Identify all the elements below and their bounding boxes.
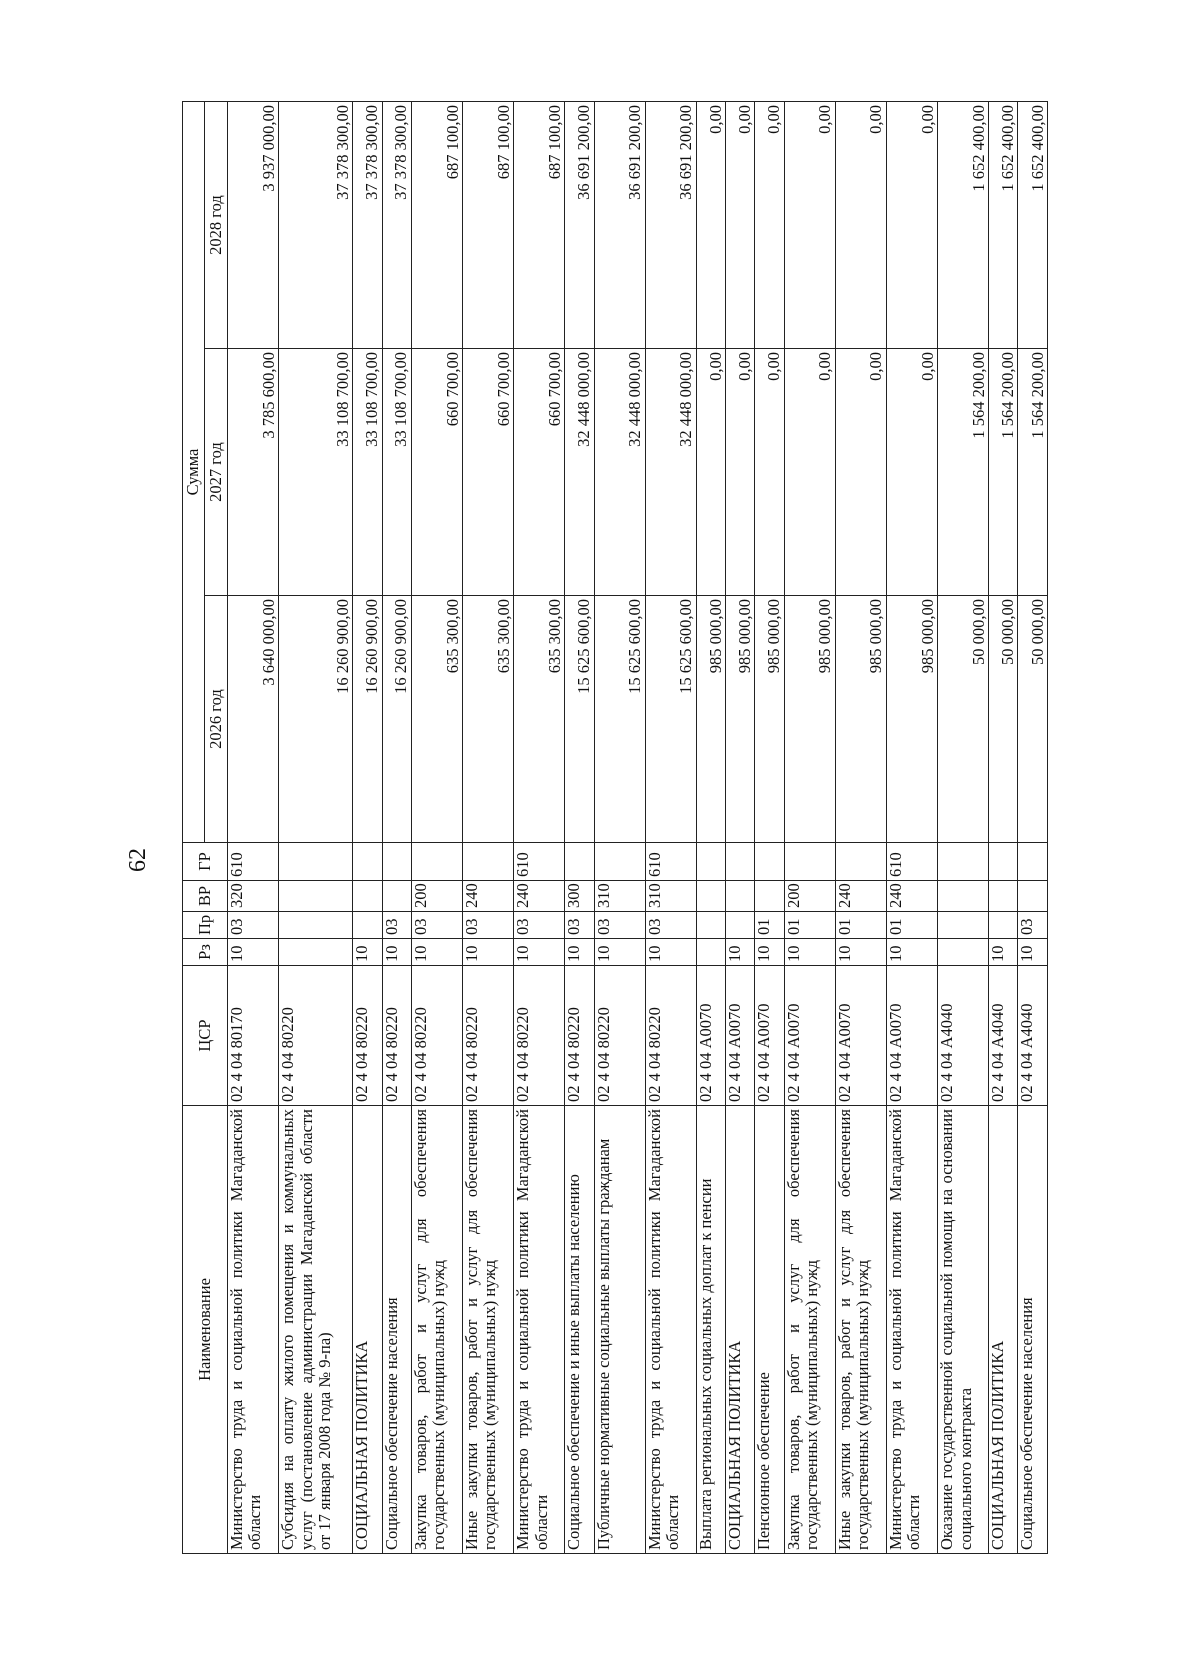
cell-name: Пенсионное обеспечение bbox=[755, 1106, 784, 1554]
cell-rz: 10 bbox=[784, 939, 835, 966]
table-row bbox=[696, 101, 725, 1553]
table-row bbox=[755, 101, 784, 1553]
table-row bbox=[514, 101, 565, 1553]
cell-rz bbox=[696, 939, 725, 966]
cell-2028: 0,00 bbox=[696, 101, 725, 348]
cell-vr bbox=[1018, 881, 1048, 912]
cell-csr: 02 4 04 80220 bbox=[514, 966, 565, 1106]
cell-vr bbox=[726, 881, 755, 912]
cell-pr: 03 bbox=[462, 912, 513, 939]
cell-name: Социальное обеспечение и иные выплаты населению bbox=[565, 1106, 594, 1554]
cell-2027: 660 700,00 bbox=[411, 349, 462, 596]
cell-2027: 1 564 200,00 bbox=[989, 349, 1018, 596]
cell-gr bbox=[565, 843, 594, 881]
cell-vr bbox=[938, 881, 989, 912]
cell-rz: 10 bbox=[594, 939, 645, 966]
cell-vr: 310 bbox=[645, 881, 696, 912]
cell-2027: 33 108 700,00 bbox=[382, 349, 411, 596]
cell-csr: 02 4 04 80220 bbox=[645, 966, 696, 1106]
table-row bbox=[645, 101, 696, 1553]
cell-2028: 36 691 200,00 bbox=[565, 101, 594, 348]
cell-name: Иные закупки товаров, работ и услуг для обеспечения государственных (муниципальных) нужд bbox=[462, 1106, 513, 1554]
cell-name: Оказание государственной социальной помощи на основании социального контракта bbox=[938, 1106, 989, 1554]
table-row bbox=[279, 101, 353, 1553]
cell-2028: 0,00 bbox=[755, 101, 784, 348]
cell-pr: 03 bbox=[594, 912, 645, 939]
cell-2026: 15 625 600,00 bbox=[594, 596, 645, 843]
cell-csr: 02 4 04 80220 bbox=[353, 966, 382, 1106]
cell-rz: 10 bbox=[1018, 939, 1048, 966]
cell-name: СОЦИАЛЬНАЯ ПОЛИТИКА bbox=[353, 1106, 382, 1554]
cell-2026: 985 000,00 bbox=[835, 596, 886, 843]
cell-pr: 03 bbox=[382, 912, 411, 939]
cell-rz: 10 bbox=[755, 939, 784, 966]
cell-2027: 32 448 000,00 bbox=[594, 349, 645, 596]
cell-csr: 02 4 04 80220 bbox=[594, 966, 645, 1106]
cell-pr: 03 bbox=[411, 912, 462, 939]
cell-2027: 0,00 bbox=[726, 349, 755, 596]
cell-2026: 16 260 900,00 bbox=[353, 596, 382, 843]
cell-gr bbox=[726, 843, 755, 881]
cell-csr: 02 4 04 80220 bbox=[411, 966, 462, 1106]
cell-rz bbox=[938, 939, 989, 966]
cell-name: Закупка товаров, работ и услуг для обеспечения государственных (муниципальных) нужд bbox=[784, 1106, 835, 1554]
cell-2028: 1 652 400,00 bbox=[989, 101, 1018, 348]
cell-2028: 1 652 400,00 bbox=[1018, 101, 1048, 348]
cell-rz: 10 bbox=[835, 939, 886, 966]
cell-csr: 02 4 04 А0070 bbox=[784, 966, 835, 1106]
cell-2027: 0,00 bbox=[886, 349, 937, 596]
cell-csr: 02 4 04 80170 bbox=[228, 966, 279, 1106]
cell-csr: 02 4 04 А0070 bbox=[726, 966, 755, 1106]
cell-vr: 200 bbox=[411, 881, 462, 912]
cell-vr: 240 bbox=[462, 881, 513, 912]
cell-csr: 02 4 04 А0070 bbox=[696, 966, 725, 1106]
cell-pr bbox=[726, 912, 755, 939]
cell-vr bbox=[696, 881, 725, 912]
cell-pr: 03 bbox=[514, 912, 565, 939]
cell-gr bbox=[696, 843, 725, 881]
cell-2027: 660 700,00 bbox=[462, 349, 513, 596]
cell-rz: 10 bbox=[565, 939, 594, 966]
cell-csr: 02 4 04 80220 bbox=[382, 966, 411, 1106]
cell-2028: 0,00 bbox=[726, 101, 755, 348]
cell-2028: 37 378 300,00 bbox=[382, 101, 411, 348]
cell-rz: 10 bbox=[228, 939, 279, 966]
cell-name: Социальное обеспечение населения bbox=[1018, 1106, 1048, 1554]
cell-csr: 02 4 04 80220 bbox=[462, 966, 513, 1106]
cell-2027: 33 108 700,00 bbox=[279, 349, 353, 596]
cell-rz: 10 bbox=[353, 939, 382, 966]
cell-2028: 687 100,00 bbox=[514, 101, 565, 348]
cell-pr bbox=[353, 912, 382, 939]
cell-name: Министерство труда и социальной политики Магаданской области bbox=[514, 1106, 565, 1554]
cell-name: Министерство труда и социальной политики Магаданской области bbox=[645, 1106, 696, 1554]
table-row bbox=[726, 101, 755, 1553]
cell-pr: 03 bbox=[228, 912, 279, 939]
table-row bbox=[1018, 101, 1048, 1553]
cell-2026: 985 000,00 bbox=[886, 596, 937, 843]
cell-vr bbox=[989, 881, 1018, 912]
header-pr: Пр bbox=[183, 912, 228, 939]
cell-name: Закупка товаров, работ и услуг для обеспечения государственных (муниципальных) нужд bbox=[411, 1106, 462, 1554]
cell-csr: 02 4 04 А0070 bbox=[886, 966, 937, 1106]
cell-gr: 610 bbox=[886, 843, 937, 881]
cell-name: Социальное обеспечение населения bbox=[382, 1106, 411, 1554]
cell-pr: 01 bbox=[886, 912, 937, 939]
cell-2027: 1 564 200,00 bbox=[938, 349, 989, 596]
cell-2026: 985 000,00 bbox=[696, 596, 725, 843]
table-row bbox=[411, 101, 462, 1553]
cell-2026: 985 000,00 bbox=[784, 596, 835, 843]
cell-rz: 10 bbox=[989, 939, 1018, 966]
cell-2028: 0,00 bbox=[886, 101, 937, 348]
table-row bbox=[565, 101, 594, 1553]
header-gr: ГР bbox=[183, 843, 228, 881]
cell-2028: 687 100,00 bbox=[411, 101, 462, 348]
header-2026: 2026 год bbox=[205, 596, 228, 843]
cell-pr: 03 bbox=[645, 912, 696, 939]
cell-rz: 10 bbox=[726, 939, 755, 966]
cell-2027: 1 564 200,00 bbox=[1018, 349, 1048, 596]
table-row bbox=[938, 101, 989, 1553]
cell-2028: 37 378 300,00 bbox=[353, 101, 382, 348]
cell-2026: 635 300,00 bbox=[462, 596, 513, 843]
cell-2026: 16 260 900,00 bbox=[382, 596, 411, 843]
cell-vr: 300 bbox=[565, 881, 594, 912]
cell-name: СОЦИАЛЬНАЯ ПОЛИТИКА bbox=[989, 1106, 1018, 1554]
table-row bbox=[353, 101, 382, 1553]
cell-csr: 02 4 04 А4040 bbox=[989, 966, 1018, 1106]
cell-gr: 610 bbox=[514, 843, 565, 881]
cell-csr: 02 4 04 80220 bbox=[279, 966, 353, 1106]
table-row bbox=[382, 101, 411, 1553]
cell-csr: 02 4 04 А4040 bbox=[1018, 966, 1048, 1106]
cell-rz: 10 bbox=[382, 939, 411, 966]
cell-vr: 200 bbox=[784, 881, 835, 912]
cell-2026: 635 300,00 bbox=[411, 596, 462, 843]
header-csr: ЦСР bbox=[183, 966, 228, 1106]
cell-2027: 0,00 bbox=[696, 349, 725, 596]
cell-pr: 01 bbox=[784, 912, 835, 939]
cell-csr: 02 4 04 А4040 bbox=[938, 966, 989, 1106]
cell-2028: 0,00 bbox=[784, 101, 835, 348]
cell-2028: 36 691 200,00 bbox=[594, 101, 645, 348]
cell-2027: 0,00 bbox=[755, 349, 784, 596]
cell-vr bbox=[279, 881, 353, 912]
cell-name: СОЦИАЛЬНАЯ ПОЛИТИКА bbox=[726, 1106, 755, 1554]
cell-name: Иные закупки товаров, работ и услуг для обеспечения государственных (муниципальных) нужд bbox=[835, 1106, 886, 1554]
cell-vr: 240 bbox=[514, 881, 565, 912]
table-row bbox=[784, 101, 835, 1553]
cell-vr bbox=[353, 881, 382, 912]
cell-gr bbox=[462, 843, 513, 881]
cell-2026: 50 000,00 bbox=[1018, 596, 1048, 843]
cell-pr: 03 bbox=[1018, 912, 1048, 939]
cell-2026: 16 260 900,00 bbox=[279, 596, 353, 843]
cell-2026: 635 300,00 bbox=[514, 596, 565, 843]
cell-rz: 10 bbox=[886, 939, 937, 966]
cell-2026: 50 000,00 bbox=[938, 596, 989, 843]
cell-vr: 320 bbox=[228, 881, 279, 912]
cell-gr bbox=[989, 843, 1018, 881]
cell-csr: 02 4 04 А0070 bbox=[755, 966, 784, 1106]
header-sum: Сумма bbox=[183, 101, 205, 842]
cell-pr: 01 bbox=[835, 912, 886, 939]
cell-pr bbox=[279, 912, 353, 939]
cell-gr bbox=[784, 843, 835, 881]
table-row bbox=[989, 101, 1018, 1553]
cell-2028: 687 100,00 bbox=[462, 101, 513, 348]
cell-2026: 985 000,00 bbox=[755, 596, 784, 843]
page-number: 62 bbox=[124, 848, 151, 872]
rotated-table-container bbox=[182, 102, 1048, 1554]
cell-2026: 15 625 600,00 bbox=[565, 596, 594, 843]
table-row bbox=[886, 101, 937, 1553]
cell-name: Министерство труда и социальной политики Магаданской области bbox=[886, 1106, 937, 1554]
cell-2028: 0,00 bbox=[835, 101, 886, 348]
header-name: Наименование bbox=[183, 1106, 228, 1554]
cell-2027: 3 785 600,00 bbox=[228, 349, 279, 596]
table-row bbox=[462, 101, 513, 1553]
cell-pr bbox=[696, 912, 725, 939]
cell-name: Выплата региональных социальных доплат к пенсии bbox=[696, 1106, 725, 1554]
cell-name: Субсидия на оплату жилого помещения и коммунальных услуг (постановление администрации Магаданской области от 17 января 2008 года № 9-па) bbox=[279, 1106, 353, 1554]
cell-rz: 10 bbox=[462, 939, 513, 966]
cell-2027: 33 108 700,00 bbox=[353, 349, 382, 596]
header-rz: Рз bbox=[183, 939, 228, 966]
cell-csr: 02 4 04 А0070 bbox=[835, 966, 886, 1106]
cell-2027: 0,00 bbox=[784, 349, 835, 596]
cell-gr bbox=[938, 843, 989, 881]
cell-vr: 240 bbox=[835, 881, 886, 912]
cell-gr bbox=[594, 843, 645, 881]
cell-2028: 1 652 400,00 bbox=[938, 101, 989, 348]
cell-rz: 10 bbox=[411, 939, 462, 966]
cell-2026: 985 000,00 bbox=[726, 596, 755, 843]
header-2028: 2028 год bbox=[205, 101, 228, 348]
cell-gr bbox=[279, 843, 353, 881]
cell-2028: 36 691 200,00 bbox=[645, 101, 696, 348]
cell-2026: 15 625 600,00 bbox=[645, 596, 696, 843]
cell-pr bbox=[989, 912, 1018, 939]
cell-2027: 32 448 000,00 bbox=[645, 349, 696, 596]
table-row bbox=[835, 101, 886, 1553]
cell-pr bbox=[938, 912, 989, 939]
cell-rz: 10 bbox=[514, 939, 565, 966]
cell-gr bbox=[353, 843, 382, 881]
cell-vr bbox=[382, 881, 411, 912]
cell-gr bbox=[411, 843, 462, 881]
cell-2027: 0,00 bbox=[835, 349, 886, 596]
budget-table bbox=[182, 101, 1048, 1554]
header-vr: ВР bbox=[183, 881, 228, 912]
cell-gr bbox=[755, 843, 784, 881]
cell-gr bbox=[1018, 843, 1048, 881]
table-row bbox=[594, 101, 645, 1553]
cell-gr bbox=[382, 843, 411, 881]
table-row bbox=[228, 101, 279, 1553]
cell-gr: 610 bbox=[228, 843, 279, 881]
cell-rz bbox=[279, 939, 353, 966]
cell-2026: 3 640 000,00 bbox=[228, 596, 279, 843]
cell-vr: 310 bbox=[594, 881, 645, 912]
cell-2027: 32 448 000,00 bbox=[565, 349, 594, 596]
cell-rz: 10 bbox=[645, 939, 696, 966]
cell-gr bbox=[835, 843, 886, 881]
cell-name: Публичные нормативные социальные выплаты гражданам bbox=[594, 1106, 645, 1554]
cell-2028: 3 937 000,00 bbox=[228, 101, 279, 348]
cell-vr: 240 bbox=[886, 881, 937, 912]
cell-pr: 03 bbox=[565, 912, 594, 939]
header-2027: 2027 год bbox=[205, 349, 228, 596]
cell-2026: 50 000,00 bbox=[989, 596, 1018, 843]
cell-2028: 37 378 300,00 bbox=[279, 101, 353, 348]
cell-csr: 02 4 04 80220 bbox=[565, 966, 594, 1106]
cell-2027: 660 700,00 bbox=[514, 349, 565, 596]
cell-pr: 01 bbox=[755, 912, 784, 939]
cell-name: Министерство труда и социальной политики Магаданской области bbox=[228, 1106, 279, 1554]
cell-gr: 610 bbox=[645, 843, 696, 881]
cell-vr bbox=[755, 881, 784, 912]
